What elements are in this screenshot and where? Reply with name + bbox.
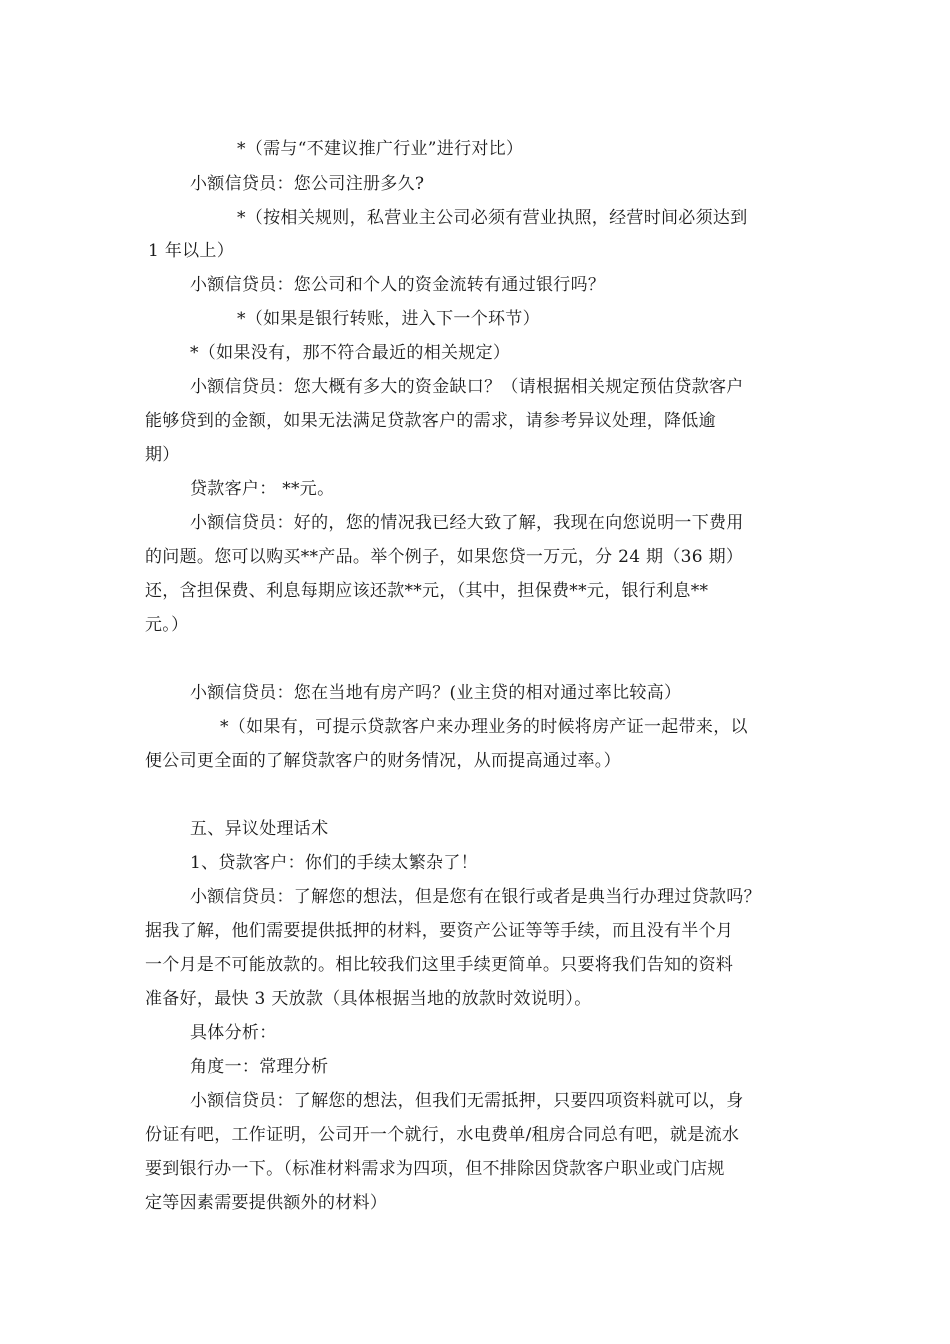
text-line: 角度一：常理分析 xyxy=(190,1057,329,1077)
text-line: 1 年以上） xyxy=(148,241,235,261)
text-line: 小额信贷员：好的，您的情况我已经大致了解，我现在向您说明一下费用 xyxy=(190,513,744,533)
text-line: *（需与“不建议推广行业”进行对比） xyxy=(237,139,524,159)
text-line: 1、贷款客户：你们的手续太繁杂了！ xyxy=(190,853,478,873)
text-line: 能够贷到的金额，如果无法满足贷款客户的需求，请参考异议处理，降低逾 xyxy=(145,411,716,431)
text-line: 要到银行办一下。（标准材料需求为四项，但不排除因贷款客户职业或门店规 xyxy=(145,1159,725,1179)
text-line: 小额信贷员：您大概有多大的资金缺口？（请根据相关规定预估贷款客户 xyxy=(190,377,744,397)
text-line: *（如果没有，那不符合最近的相关规定） xyxy=(190,343,511,363)
text-line: *（如果是银行转账，进入下一个环节） xyxy=(237,309,540,329)
text-line: 元。） xyxy=(145,615,189,635)
text-line: 期） xyxy=(145,445,180,465)
text-line: 便公司更全面的了解贷款客户的财务情况，从而提高通过率。） xyxy=(145,751,621,771)
text-line: 准备好，最快 3 天放款（具体根据当地的放款时效说明）。 xyxy=(145,989,592,1009)
text-line: 小额信贷员：了解您的想法，但我们无需抵押，只要四项资料就可以，身 xyxy=(190,1091,744,1111)
text-line: 具体分析： xyxy=(190,1023,277,1043)
text-line: 还，含担保费、利息每期应该还款**元，（其中，担保费**元，银行利息** xyxy=(145,581,709,601)
text-line: 的问题。您可以购买**产品。举个例子，如果您贷一万元，分 24 期（36 期） xyxy=(145,547,744,567)
text-line: 小额信贷员：了解您的想法，但是您有在银行或者是典当行办理过贷款吗？ xyxy=(190,887,761,907)
text-line: *（按相关规则，私营业主公司必须有营业执照，经营时间必须达到 xyxy=(237,208,748,228)
text-line: 小额信贷员：您公司注册多久? xyxy=(190,174,425,194)
section-heading: 五、异议处理话术 xyxy=(190,819,329,839)
text-line: 小额信贷员：您在当地有房产吗？(业主贷的相对通过率比较高） xyxy=(190,683,682,703)
text-line: 小额信贷员：您公司和个人的资金流转有通过银行吗？ xyxy=(190,275,606,295)
text-line: 贷款客户： **元。 xyxy=(190,479,335,499)
text-line: *（如果有，可提示贷款客户来办理业务的时候将房产证一起带来，以 xyxy=(220,717,748,737)
text-line: 据我了解，他们需要提供抵押的材料，要资产公证等等手续，而且没有半个月 xyxy=(145,921,734,941)
text-line: 一个月是不可能放款的。相比较我们这里手续更简单。只要将我们告知的资料 xyxy=(145,955,734,975)
text-line: 定等因素需要提供额外的材料） xyxy=(145,1193,388,1213)
text-line: 份证有吧，工作证明，公司开一个就行，水电费单/租房合同总有吧，就是流水 xyxy=(145,1125,740,1145)
